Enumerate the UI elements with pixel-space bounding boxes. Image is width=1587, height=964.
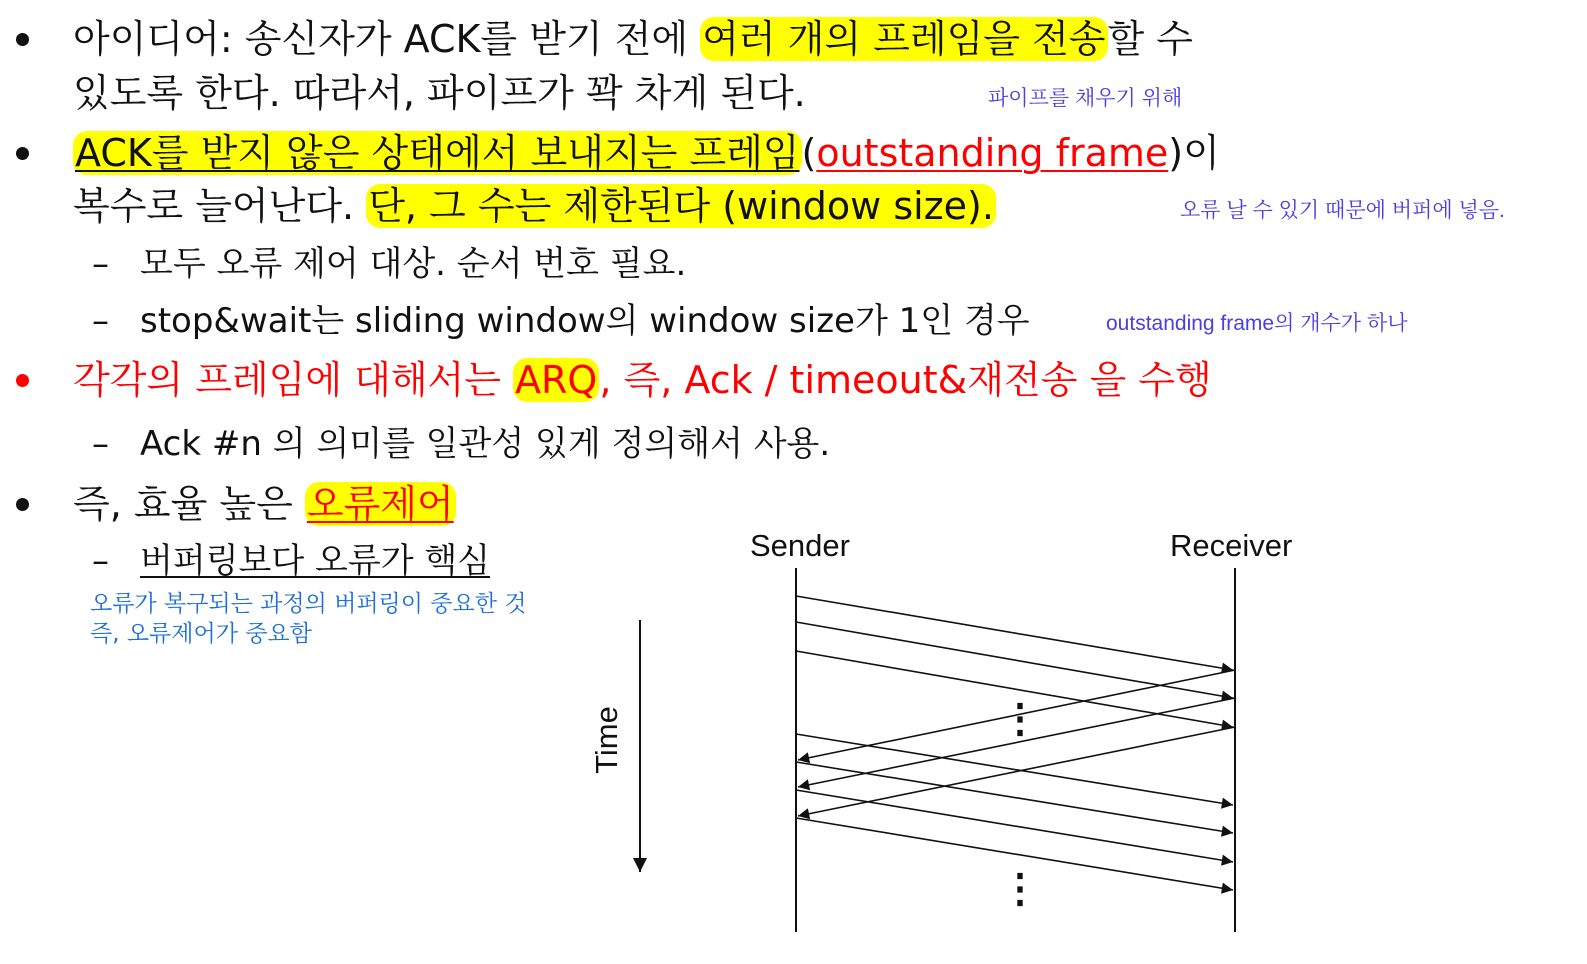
bullet3-text: 각각의 프레임에 대해서는 xyxy=(73,358,514,402)
annotation-fill-pipe: 파이프를 채우기 위해 xyxy=(988,87,1183,110)
bullet4-text: 즉, 효율 높은 xyxy=(73,482,305,526)
highlight-unacked-frames: ACK를 받지 않은 상태에서 보내지는 프레임 xyxy=(75,131,800,175)
bullet2-text-end: )이 xyxy=(1168,131,1220,175)
highlight-error-control: 오류제어 xyxy=(306,482,454,526)
bullet2-text: 복수로 늘어난다. xyxy=(73,184,367,228)
bullet2-sub1: 모두 오류 제어 대상. 순서 번호 필요. xyxy=(140,244,687,284)
dash-bullet: – xyxy=(92,424,109,464)
highlight-arq: ARQ xyxy=(515,358,598,402)
bullet4-sub1: 버퍼링보다 오류가 핵심 xyxy=(140,541,491,581)
dash-bullet: – xyxy=(92,541,109,581)
outstanding-frame-term: outstanding frame xyxy=(816,131,1169,175)
ellipsis-bottom: ⋮ xyxy=(1000,867,1040,911)
frame-arrow xyxy=(796,790,1233,862)
bullet3-sub1: Ack #n 의 의미를 일관성 있게 정의해서 사용. xyxy=(140,424,831,464)
bullet3-text-end: , 즉, Ack / timeout&재전송 을 수행 xyxy=(599,358,1212,402)
sender-label: Sender xyxy=(750,528,850,563)
bullet1-text: 아이디어: 송신자가 ACK를 받기 전에 xyxy=(73,17,701,61)
annotation-buffering-line2: 즉, 오류제어가 중요함 xyxy=(90,621,312,647)
bullet1-text-end: 할 수 xyxy=(1107,17,1194,61)
bullet1-line2: 있도록 한다. 따라서, 파이프가 꽉 차게 된다. xyxy=(73,71,806,115)
paren-open: ( xyxy=(801,131,817,175)
dash-bullet: – xyxy=(92,301,109,341)
receiver-label: Receiver xyxy=(1170,528,1293,563)
bullet2-sub2: stop&wait는 sliding window의 window size가 1인 경우 xyxy=(140,301,1030,341)
dash-bullet: – xyxy=(92,244,109,284)
highlight-multiple-frames: 여러 개의 프레임을 전송 xyxy=(702,17,1106,61)
highlight-window-size: 단, 그 수는 제한된다 (window size). xyxy=(368,184,994,228)
annotation-buffer-reason: 오류 날 수 있기 때문에 버퍼에 넣음. xyxy=(1180,199,1505,222)
annotation-outstanding-one: outstanding frame의 개수가 하나 xyxy=(1106,312,1408,335)
annotation-buffering-line1: 오류가 복구되는 과정의 버퍼링이 중요한 것 xyxy=(90,591,527,617)
frame-arrow xyxy=(796,734,1233,805)
time-label: Time xyxy=(588,706,624,774)
ellipsis-top: ⋮ xyxy=(1000,697,1040,741)
